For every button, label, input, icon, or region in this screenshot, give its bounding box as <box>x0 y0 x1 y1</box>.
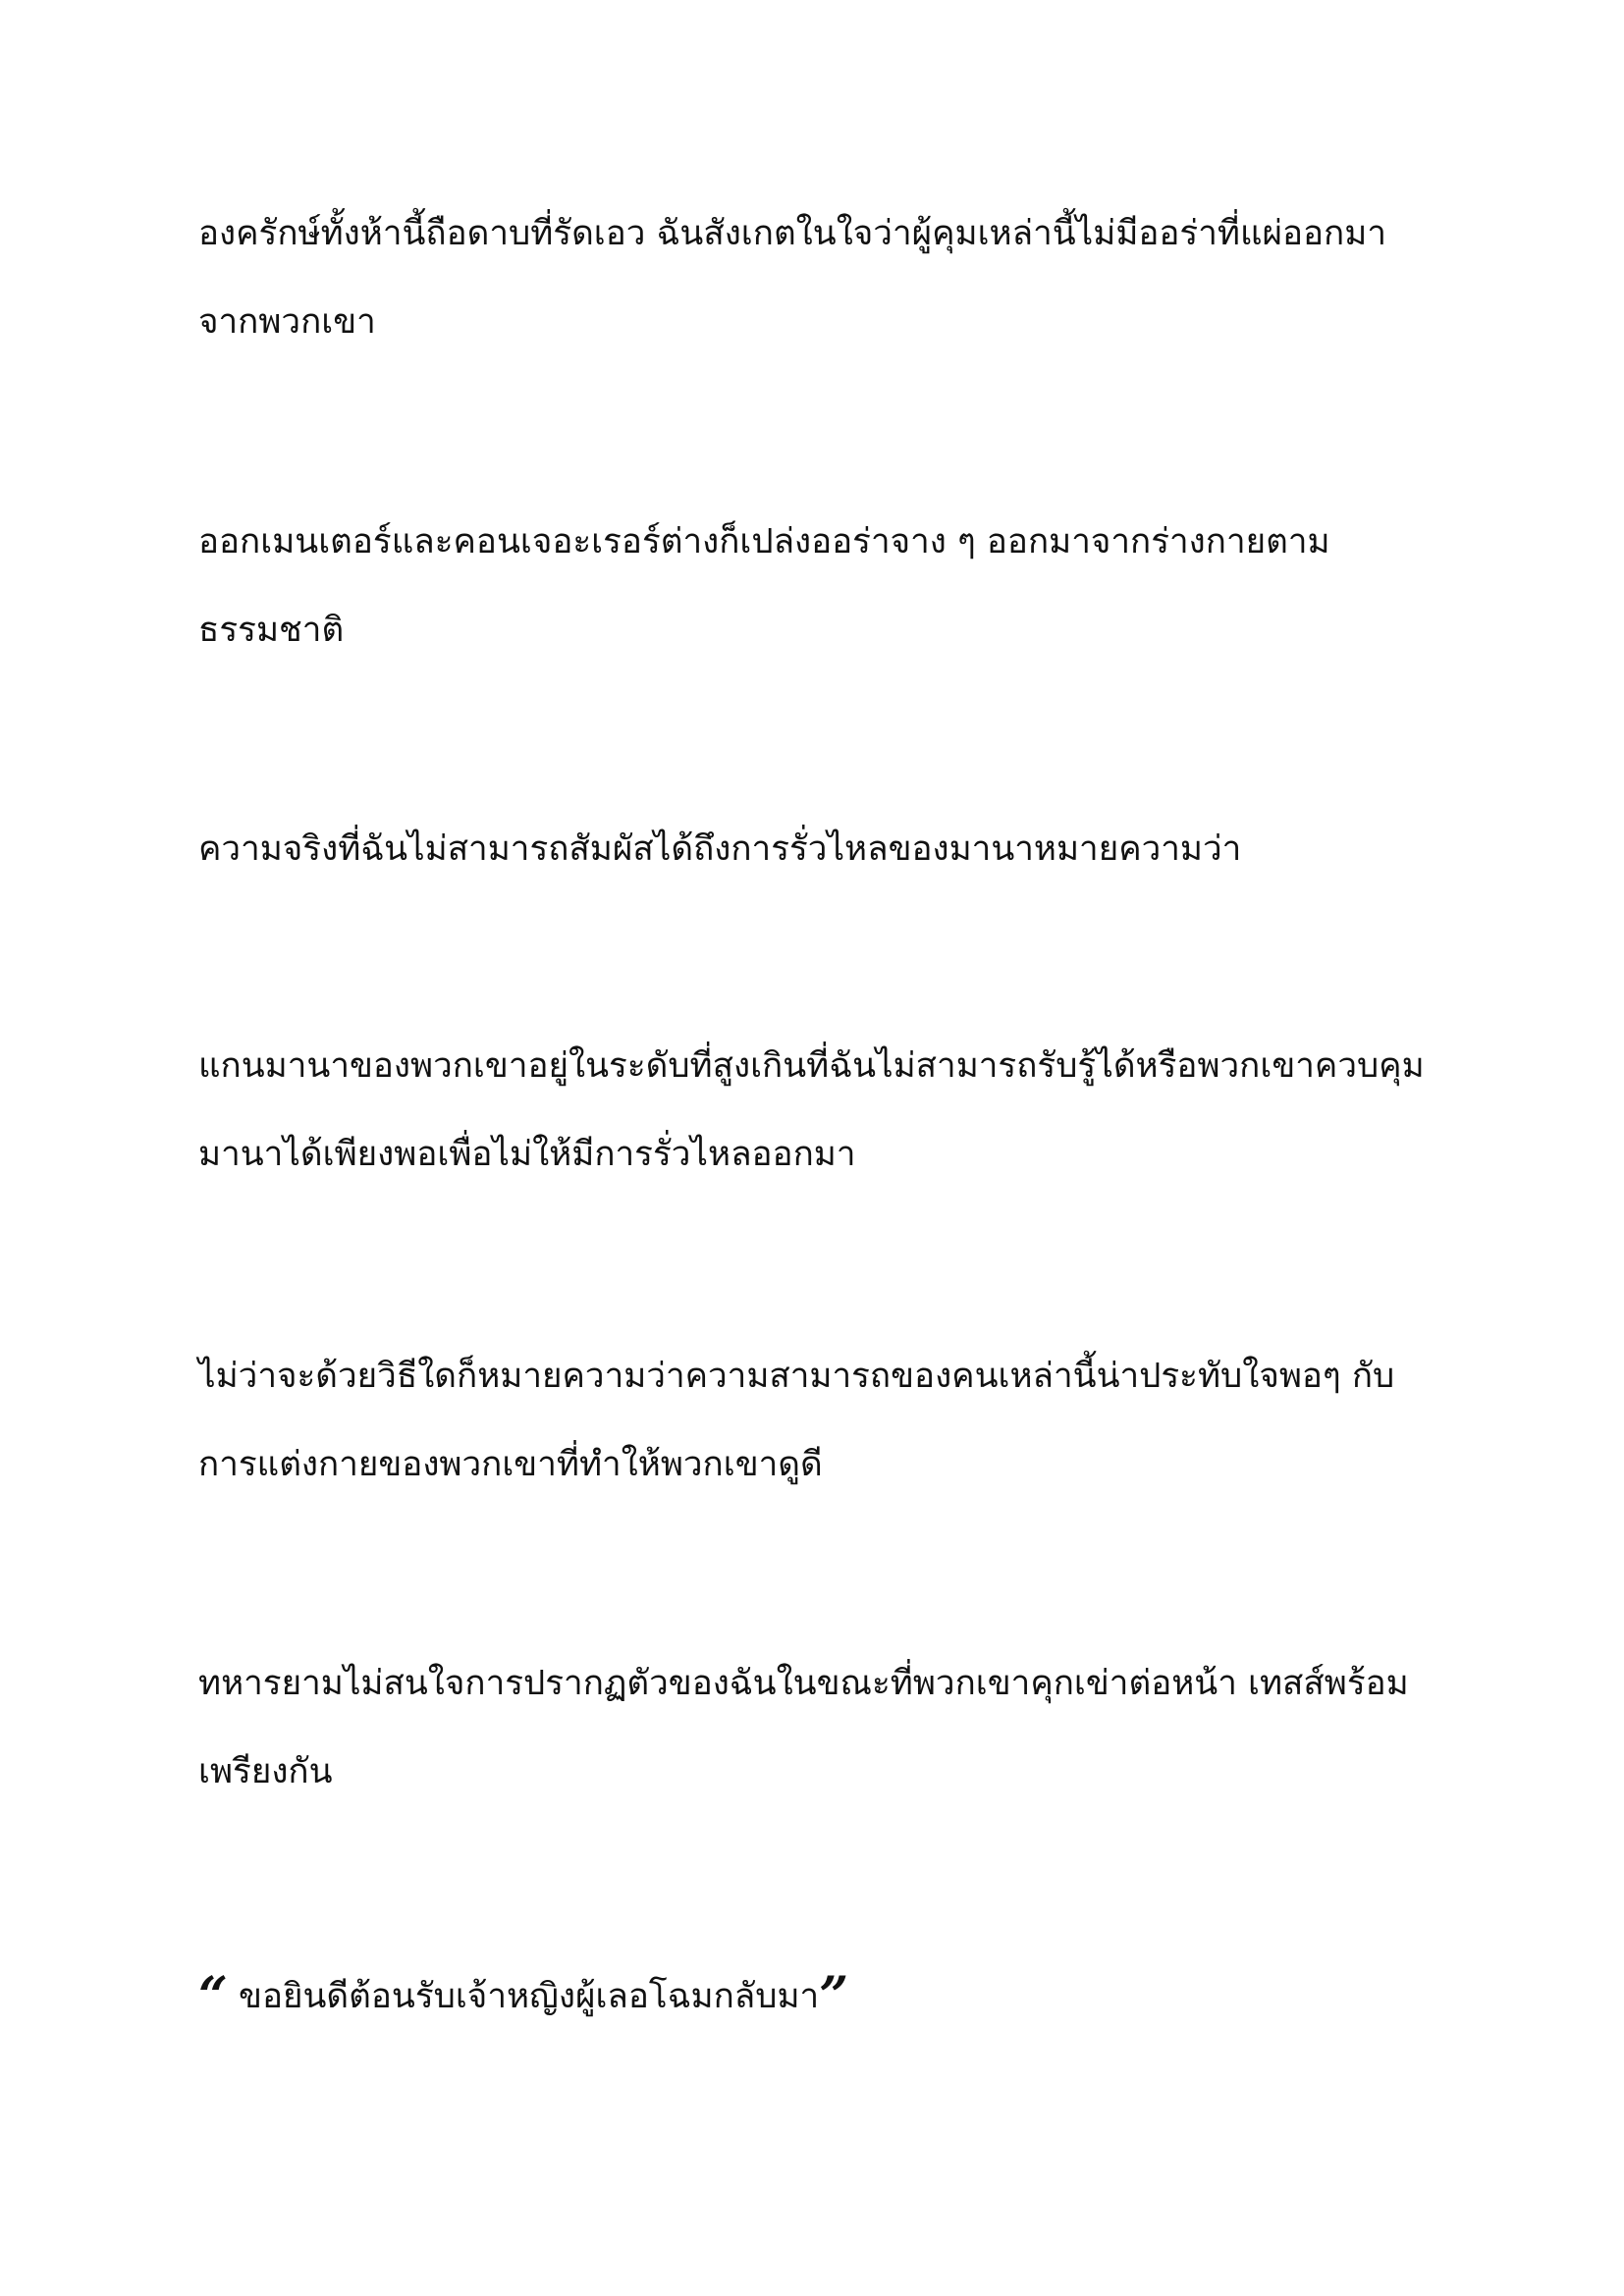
paragraph-3-line-1: ความจริงที่ฉันไม่สามารถสัมผัสได้ถึงการรั่วไหลของมานาหมายความว่า <box>198 829 1242 869</box>
paragraph-6-line-1: ทหารยามไม่สนใจการปรากฏตัวของฉันในขณะที่พวกเขาคุกเข่าต่อหน้า เทสส์พร้อม <box>198 1664 1409 1703</box>
paragraph-1 <box>198 189 1475 366</box>
paragraph-1-line-1: องครักษ์ทั้งห้านี้ถือดาบที่รัดเอว ฉันสังเกตในใจว่าผู้คุมเหล่านี้ไม่มีออร่าที่แผ่ออกมา <box>198 214 1386 253</box>
paragraph-4-line-2: มานาได้เพียงพอเพื่อไม่ให้มีการรั่วไหลออกมา <box>198 1135 856 1174</box>
paragraph-4-line-1: แกนมานาของพวกเขาอยู่ในระดับที่สูงเกินที่ฉันไม่สามารถรับรู้ได้หรือพวกเขาควบคุม <box>198 1046 1425 1086</box>
paragraph-2-line-2: ธรรมชาติ <box>198 611 345 650</box>
dialogue-paragraph <box>198 1952 1475 2041</box>
paragraph-1-line-2: จากพวกเขา <box>198 302 376 342</box>
paragraph-5-line-1: ไม่ว่าจะด้วยวิธีใดก็หมายความว่าความสามารถของคนเหล่านี้น่าประทับใจพอๆ กับ <box>198 1357 1395 1396</box>
paragraph-2 <box>198 498 1475 674</box>
paragraph-3 <box>198 805 1475 893</box>
paragraph-6-line-2: เพรียงกัน <box>198 1752 333 1791</box>
dialogue-line <box>198 1952 1475 2041</box>
paragraph-2-line-1: ออกเมนเตอร์และคอนเจอะเรอร์ต่างก็เปล่งออร่าจาง ๆ ออกมาจากร่างกายตาม <box>198 522 1330 561</box>
close-quote-mark: ” <box>819 1966 849 2026</box>
paragraph-6 <box>198 1639 1475 1816</box>
open-quote-mark: “ <box>198 1966 228 2026</box>
dialogue-text: ขอยินดีต้อนรับเจ้าหญิงผู้เลอโฉมกลับมา <box>227 1977 820 2016</box>
paragraph-5 <box>198 1332 1475 1509</box>
paragraph-5-line-2: การแต่งกายของพวกเขาที่ทำให้พวกเขาดูดี <box>198 1445 823 1484</box>
paragraph-4 <box>198 1022 1475 1199</box>
